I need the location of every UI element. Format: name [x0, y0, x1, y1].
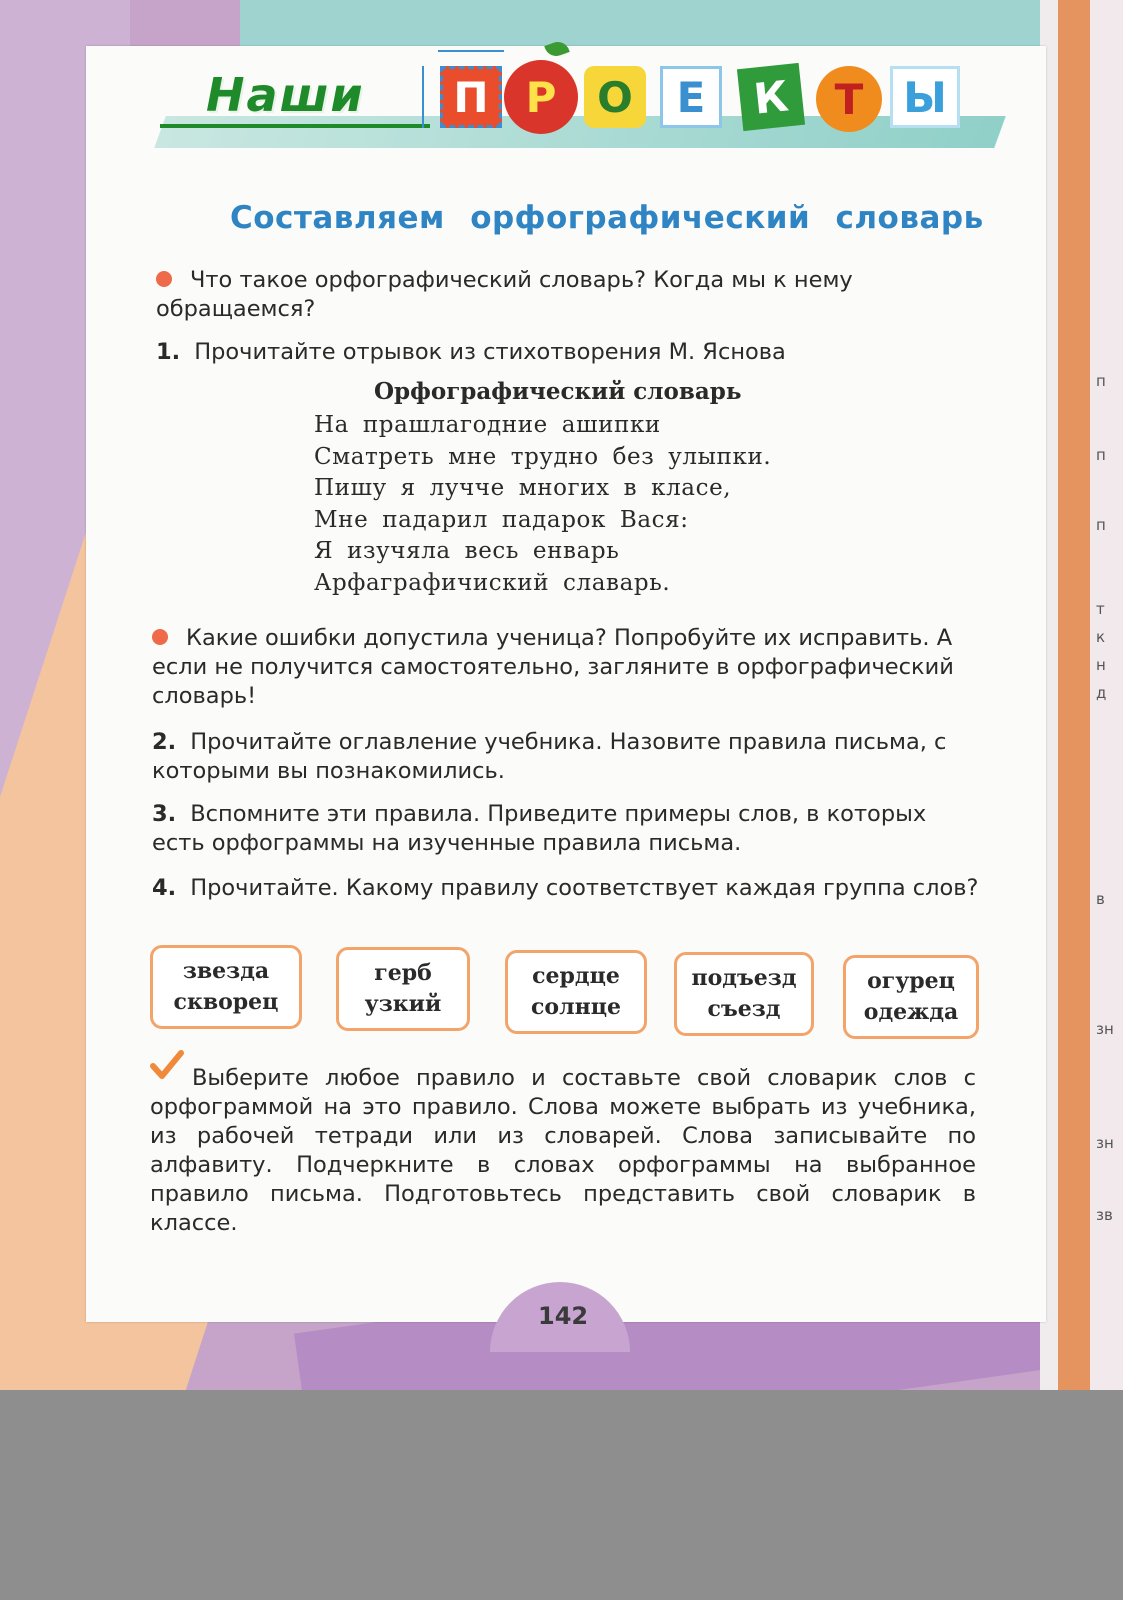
margin-letter: т — [1096, 600, 1105, 618]
apple-letter: Р — [504, 60, 578, 134]
word: огурец — [867, 968, 955, 994]
word-group-box — [336, 947, 470, 1031]
task-4 — [152, 874, 982, 903]
margin-letter: п — [1096, 372, 1106, 390]
banner-underline — [160, 124, 430, 128]
page-title: Составляем орфографический словарь — [230, 200, 984, 236]
banner-letter: Т — [816, 66, 882, 132]
margin-letter: зн — [1096, 1134, 1114, 1152]
word: скворец — [173, 989, 279, 1015]
word: одежда — [863, 999, 959, 1025]
margin-letter: к — [1096, 628, 1106, 646]
next-page-strip — [1090, 0, 1123, 1390]
page-number: 142 — [538, 1302, 589, 1330]
margin-letter: п — [1096, 516, 1106, 534]
task-text: Вспомните эти правила. Приведите примеры слов, в которых есть орфограммы на изученные правила письма. — [152, 801, 927, 856]
question-2 — [152, 624, 982, 711]
header-banner — [100, 58, 1000, 150]
banner-letter: О — [584, 66, 646, 128]
task-number: 1. — [156, 339, 181, 365]
poem-title: Орфографический словарь — [374, 378, 742, 405]
word-group-box — [505, 950, 647, 1034]
banner-letter: П — [440, 66, 502, 128]
margin-letter: п — [1096, 446, 1106, 464]
task-2 — [152, 728, 982, 786]
poem-line: Сматреть мне трудно без улыпки. — [314, 443, 772, 470]
margin-letter: в — [1096, 890, 1105, 908]
task-1 — [156, 338, 984, 367]
poem-line: Арфаграфичиский славарь. — [314, 569, 671, 596]
task-number: 3. — [152, 801, 177, 827]
word-group-box — [674, 952, 814, 1036]
intro-question — [156, 266, 984, 324]
final-task: Выберите любое правило и составьте свой словарик слов с орфограммой на это правило. Слова можете выбрать из учебника, из рабочей тетради или из словарей. Слова записывайте по алфавиту. Подчеркните в словах орфограммы на выбранное правило письма. Подготовьтесь представить свой словарик в классе. — [150, 1065, 976, 1236]
task-number: 2. — [152, 729, 177, 755]
guide-line-icon — [438, 50, 504, 52]
word: сердце — [532, 963, 620, 989]
task-text: Прочитайте. Какому правилу соответствует каждая группа слов? — [190, 875, 979, 901]
question-2-text: Какие ошибки допустила ученица? Попробуйте их исправить. А если не получится самостоятельно, загляните в орфографический словарь! — [152, 625, 954, 709]
margin-letter: зн — [1096, 1020, 1114, 1038]
word: солнце — [531, 994, 621, 1020]
poem-line: На прашлагодние ашипки — [314, 412, 661, 438]
word: герб — [374, 960, 432, 986]
bullet-icon — [152, 629, 168, 645]
word: съезд — [707, 996, 781, 1022]
task-text: Прочитайте оглавление учебника. Назовите правила письма, с которыми вы познакомились. — [152, 729, 947, 784]
banner-label: Наши — [206, 68, 365, 122]
word-group-box — [150, 945, 302, 1029]
task-text: Прочитайте отрывок из стихотворения М. Яснова — [194, 339, 786, 365]
margin-letter: н — [1096, 656, 1106, 674]
margin-letter: зв — [1096, 1206, 1113, 1224]
bullet-icon — [156, 271, 172, 287]
guide-line-icon — [422, 66, 424, 128]
margin-letter: д — [1096, 684, 1107, 702]
word: узкий — [364, 991, 442, 1017]
banner-letter: Ы — [890, 66, 960, 128]
poem-line: Пишу я лучче многих в класе, — [314, 475, 732, 501]
word: подъезд — [691, 965, 797, 991]
banner-letter: Е — [660, 66, 722, 128]
task-3 — [152, 800, 982, 858]
word-group-box — [843, 955, 979, 1039]
poem — [314, 410, 771, 599]
task-number: 4. — [152, 875, 177, 901]
word: звезда — [182, 958, 270, 984]
banner-letter: К — [737, 63, 805, 131]
intro-question-text: Что такое орфографический словарь? Когда мы к нему обращаемся? — [156, 267, 853, 322]
poem-line: Мне падарил падарок Вася: — [314, 506, 689, 533]
poem-line: Я изучяла весь енварь — [314, 538, 620, 564]
